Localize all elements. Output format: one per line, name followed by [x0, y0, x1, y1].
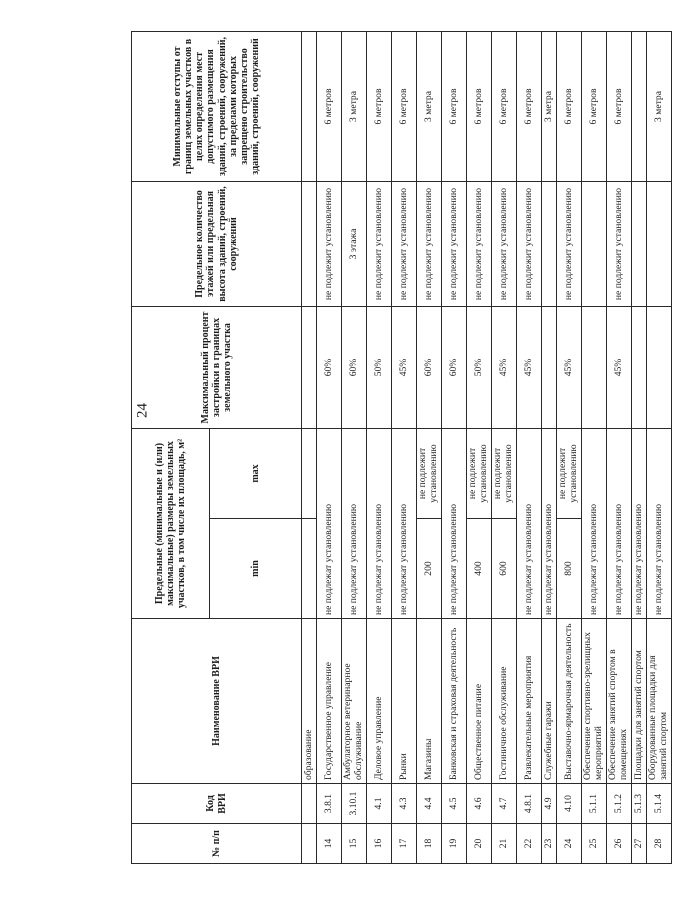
- cell-coverage: 45%: [392, 306, 417, 428]
- cell-num: 24: [557, 824, 582, 864]
- cell-coverage: [632, 306, 647, 428]
- cell-coverage: [647, 306, 672, 428]
- cell-code: 5.1.1: [582, 784, 607, 824]
- cell-num: 27: [632, 824, 647, 864]
- cell-name: Деловое управление: [367, 619, 392, 784]
- cell-name: Обеспечение спортивно-зрелищных мероприятий: [582, 619, 607, 784]
- cell-max: не подлежит установлению: [467, 428, 492, 518]
- cell-floors: [647, 181, 672, 306]
- cell-coverage: [542, 306, 557, 428]
- cell-num: 17: [392, 824, 417, 864]
- cell-name: Обеспечение занятий спортом в помещениях: [607, 619, 632, 784]
- header-floors: Предельное количество этажей или предельная высота зданий, строений, сооружений: [132, 181, 302, 306]
- cell-code: 5.1.3: [632, 784, 647, 824]
- cell-min: не подлежат установлению: [442, 428, 467, 618]
- table-row: [542, 31, 557, 863]
- cell-coverage: 50%: [467, 306, 492, 428]
- cell-coverage: 60%: [442, 306, 467, 428]
- cell-num: 22: [517, 824, 542, 864]
- table-row: [367, 31, 392, 863]
- cell-setback: 6 метров: [607, 31, 632, 181]
- header-name: Наименование ВРИ: [132, 619, 302, 784]
- cell-setback: 6 метров: [467, 31, 492, 181]
- cell-floors: не подлежит установлению: [517, 181, 542, 306]
- table-row: [442, 31, 467, 863]
- table-row: [647, 31, 672, 863]
- cell-code: 4.9: [542, 784, 557, 824]
- cell-setback: 3 метра: [417, 31, 442, 181]
- cell-setback: 6 метров: [367, 31, 392, 181]
- header-size-group: Предельные (минимальные и (или) максимальные) размеры земельных участков, в том числе их площадь, м²: [132, 428, 210, 618]
- cell-max: не подлежит установлению: [557, 428, 582, 518]
- cell-floors: не подлежит установлению: [467, 181, 492, 306]
- cell-setback: 6 метров: [392, 31, 417, 181]
- header-code: Код ВРИ: [132, 784, 302, 824]
- table-row: [582, 31, 607, 863]
- cell-floors: [542, 181, 557, 306]
- cell-coverage: [582, 306, 607, 428]
- cell-max: не подлежит установлению: [492, 428, 517, 518]
- cell-code: 3.8.1: [317, 784, 342, 824]
- table-row: [517, 31, 542, 863]
- cell-name: Банковская и страховая деятельность: [442, 619, 467, 784]
- cell-floors: не подлежит установлению: [557, 181, 582, 306]
- cell-floors: [582, 181, 607, 306]
- header-coverage: Максимальный процент застройки в границах земельного участка: [132, 306, 302, 428]
- cell-num: 19: [442, 824, 467, 864]
- cell-coverage: 50%: [367, 306, 392, 428]
- cell-name: Развлекательные мероприятия: [517, 619, 542, 784]
- cell-num: 26: [607, 824, 632, 864]
- cell-min: не подлежат установлению: [517, 428, 542, 618]
- cell-num: 16: [367, 824, 392, 864]
- cell-min: не подлежат установлению: [582, 428, 607, 618]
- cell-min: не подлежат установлению: [542, 428, 557, 618]
- cell-coverage: 45%: [557, 306, 582, 428]
- cell-min: 600: [492, 519, 517, 619]
- cell-setback: 6 метров: [517, 31, 542, 181]
- cell-floors: не подлежит установлению: [367, 181, 392, 306]
- cell-code: 4.7: [492, 784, 517, 824]
- cell-floors: 3 этажа: [342, 181, 367, 306]
- cell-min: не подлежат установлению: [342, 428, 367, 618]
- cell-min: 200: [417, 519, 442, 619]
- cell-name: Магазины: [417, 619, 442, 784]
- cell-min: не подлежат установлению: [607, 428, 632, 618]
- cell-num: 18: [417, 824, 442, 864]
- cell-setback: 6 метров: [492, 31, 517, 181]
- cell-floors: не подлежит установлению: [317, 181, 342, 306]
- cell-floors: не подлежит установлению: [607, 181, 632, 306]
- cell-coverage: 45%: [492, 306, 517, 428]
- cell-code: 4.1: [367, 784, 392, 824]
- cell-num: 15: [342, 824, 367, 864]
- table-row-continuation: [302, 31, 317, 863]
- cell-min: не подлежат установлению: [367, 428, 392, 618]
- cell-name: Амбулаторное ветеринарное обслуживание: [342, 619, 367, 784]
- table-row: [607, 31, 632, 863]
- cell-setback: 3 метра: [542, 31, 557, 181]
- cell-coverage: 60%: [417, 306, 442, 428]
- cell-setback: 3 метра: [342, 31, 367, 181]
- table-row: [342, 31, 367, 863]
- rotated-document-sheet: [131, 32, 689, 864]
- header-num: № п/п: [132, 824, 302, 864]
- cell-setback: 3 метра: [647, 31, 672, 181]
- cell-coverage: 60%: [342, 306, 367, 428]
- cell-min: не подлежат установлению: [392, 428, 417, 618]
- cell-name: Площадки для занятий спортом: [632, 619, 647, 784]
- cell-num: 25: [582, 824, 607, 864]
- cell-floors: не подлежит установлению: [492, 181, 517, 306]
- cell-setback: 6 метров: [317, 31, 342, 181]
- header-setback: Минимальные отступы от границ земельных участков в целях определения мест допустимого размещения зданий, строений, сооружений, за пределами которых запрещено строительство зданий, строений, сооружений: [132, 31, 302, 181]
- cell-coverage: 45%: [517, 306, 542, 428]
- cell-name: Общественное питание: [467, 619, 492, 784]
- table-row: [557, 31, 582, 863]
- cell-num: 14: [317, 824, 342, 864]
- cell-num: 21: [492, 824, 517, 864]
- table-row: [632, 31, 647, 863]
- cell-code: 4.6: [467, 784, 492, 824]
- cell-setback: [632, 31, 647, 181]
- cell-name: Государственное управление: [317, 619, 342, 784]
- cell-min: не подлежат установлению: [647, 428, 672, 618]
- continued-name: образование: [302, 619, 317, 784]
- cell-setback: 6 метров: [557, 31, 582, 181]
- cell-max: не подлежит установлению: [417, 428, 442, 518]
- cell-num: 20: [467, 824, 492, 864]
- cell-floors: не подлежит установлению: [417, 181, 442, 306]
- cell-code: 4.4: [417, 784, 442, 824]
- cell-min: 400: [467, 519, 492, 619]
- cell-name: Служебные гаражи: [542, 619, 557, 784]
- table-row: [317, 31, 342, 863]
- cell-code: 4.8.1: [517, 784, 542, 824]
- cell-coverage: 45%: [607, 306, 632, 428]
- cell-name: Гостиничное обслуживание: [492, 619, 517, 784]
- header-max: max: [210, 428, 302, 518]
- header-min: min: [210, 519, 302, 619]
- cell-code: 4.3: [392, 784, 417, 824]
- cell-name: Оборудованные площадки для занятий спортом: [647, 619, 672, 784]
- cell-floors: не подлежит установлению: [442, 181, 467, 306]
- cell-coverage: 60%: [317, 306, 342, 428]
- cell-floors: [632, 181, 647, 306]
- cell-code: 3.10.1: [342, 784, 367, 824]
- cell-name: Рынки: [392, 619, 417, 784]
- cell-code: 5.1.4: [647, 784, 672, 824]
- cell-setback: 6 метров: [582, 31, 607, 181]
- table-row: [417, 31, 442, 863]
- cell-min: не подлежат установлению: [317, 428, 342, 618]
- cell-code: 4.10: [557, 784, 582, 824]
- cell-min: не подлежат установлению: [632, 428, 647, 618]
- page-number: 24: [134, 403, 151, 418]
- cell-num: 28: [647, 824, 672, 864]
- cell-floors: не подлежит установлению: [392, 181, 417, 306]
- cell-min: 800: [557, 519, 582, 619]
- cell-code: 4.5: [442, 784, 467, 824]
- cell-num: 23: [542, 824, 557, 864]
- table-row: [492, 31, 517, 863]
- table-row: [467, 31, 492, 863]
- cell-setback: 6 метров: [442, 31, 467, 181]
- land-use-table: [131, 31, 672, 864]
- cell-code: 5.1.2: [607, 784, 632, 824]
- cell-name: Выставочно-ярмарочная деятельность: [557, 619, 582, 784]
- table-row: [392, 31, 417, 863]
